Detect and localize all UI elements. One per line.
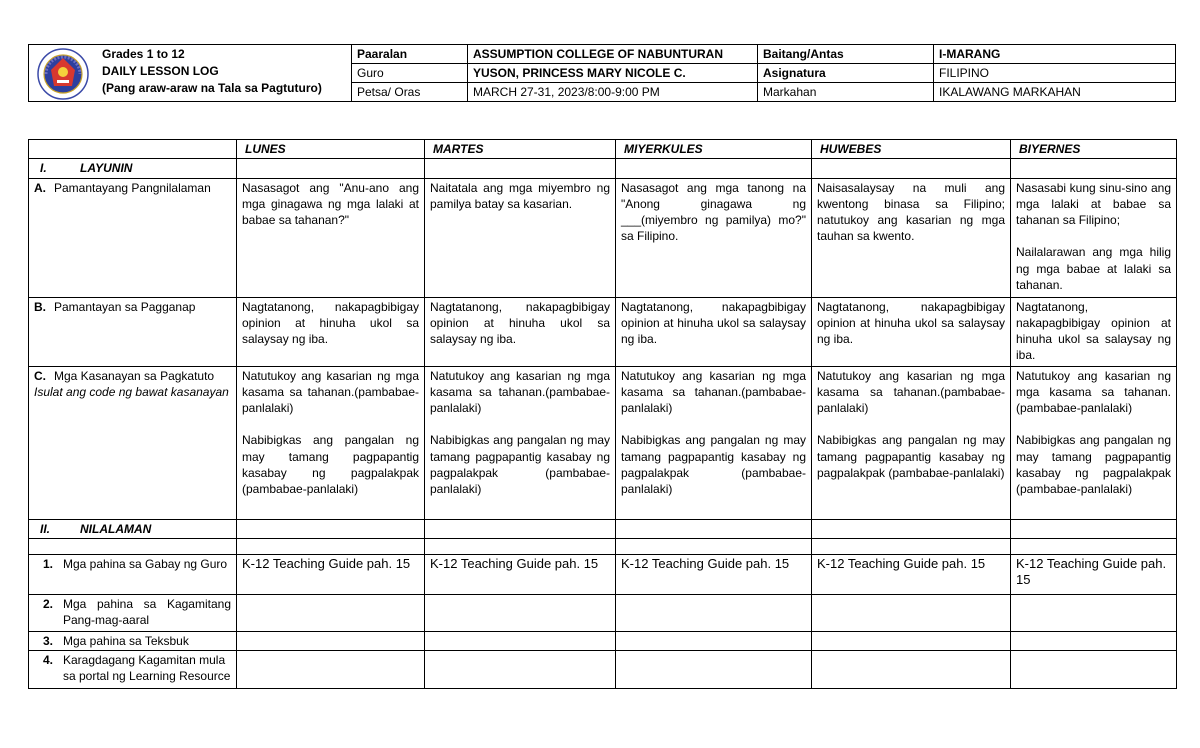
empty-cell xyxy=(616,159,812,178)
cell-b-huwebes xyxy=(812,297,1011,366)
empty-cell xyxy=(812,538,1011,554)
cell-text: Nabibigkas ang pangalan ng may tamang pagpapantig kasabay ng pagpalakpak (pambabae-panlalaki) xyxy=(430,433,610,497)
lesson-log-table xyxy=(28,139,1177,689)
row-learning-resource xyxy=(29,651,1177,689)
section-layunin-num: I. xyxy=(40,161,47,176)
section-nilalaman-row xyxy=(29,519,1177,538)
cell-a-miyerkules xyxy=(616,178,812,297)
empty-cell xyxy=(237,651,425,689)
row-teksbuk xyxy=(29,631,1177,650)
section-layunin-row xyxy=(29,159,1177,178)
cell-1-lunes: K-12 Teaching Guide pah. 15 xyxy=(237,554,425,594)
empty-cell xyxy=(812,159,1011,178)
empty-cell xyxy=(425,538,616,554)
empty-cell xyxy=(425,651,616,689)
empty-cell xyxy=(812,519,1011,538)
empty-cell xyxy=(616,631,812,650)
empty-cell xyxy=(812,631,1011,650)
cell-text: Nabibigkas ang pangalan ng may tamang pagpapantig kasabay ng pagpalakpak (pambabae-panlalaki) xyxy=(817,433,1005,481)
cell-c-lunes xyxy=(237,366,425,519)
cell-b-martes xyxy=(425,297,616,366)
empty-cell xyxy=(616,651,812,689)
title-grades: Grades 1 to 12 xyxy=(102,47,185,61)
empty-cell xyxy=(1011,594,1177,631)
row-a-letter: A. xyxy=(34,180,46,195)
cell-a-martes xyxy=(425,178,616,297)
row-kasanayan-pagkatuto xyxy=(29,366,1177,519)
cell-text: Nagtatanong, nakapagbibigay opinion at hinuha ukol sa salaysay ng iba. xyxy=(242,299,419,347)
cell-1-huwebes: K-12 Teaching Guide pah. 15 xyxy=(812,554,1011,594)
section-layunin-title: LAYUNIN xyxy=(80,161,133,176)
row-b-letter: B. xyxy=(34,299,46,314)
label-markahan: Markahan xyxy=(758,83,934,102)
row-kagamitang-mag-aaral xyxy=(29,594,1177,631)
cell-c-huwebes xyxy=(812,366,1011,519)
empty-cell xyxy=(1011,651,1177,689)
header-table xyxy=(28,44,1176,102)
cell-1-biyernes: K-12 Teaching Guide pah. 15 xyxy=(1011,554,1177,594)
empty-cell xyxy=(237,519,425,538)
empty-cell xyxy=(1011,159,1177,178)
cell-text: Natutukoy ang kasarian ng mga kasama sa tahanan.(pambabae-panlalaki) xyxy=(817,368,1005,416)
empty-cell xyxy=(616,594,812,631)
cell-b-biyernes xyxy=(1011,297,1177,366)
row-1-num: 1. xyxy=(43,556,54,571)
value-petsa: MARCH 27-31, 2023/8:00-9:00 PM xyxy=(468,83,758,102)
corner-cell xyxy=(29,140,237,159)
row-4-text: Karagdagang Kagamitan mula sa portal ng Learning Resource xyxy=(63,653,231,684)
row-2-label xyxy=(29,594,237,631)
cell-a-biyernes xyxy=(1011,178,1177,297)
row-c-sublabel: Isulat ang code ng bawat kasanayan xyxy=(34,384,229,399)
empty-cell xyxy=(237,631,425,650)
cell-text: Nasasagot ang "Anu-ano ang mga ginagawa ng mga lalaki at babae sa tahanan?" xyxy=(242,180,419,228)
section-nilalaman-title: NILALAMAN xyxy=(80,521,152,536)
empty-cell xyxy=(425,519,616,538)
cell-text: Nagtatanong, nakapagbibigay opinion at hinuha ukol sa salaysay ng iba. xyxy=(1016,299,1171,363)
empty-cell xyxy=(237,538,425,554)
value-paaralan: ASSUMPTION COLLEGE OF NABUNTURAN xyxy=(468,45,758,64)
cell-c-biyernes xyxy=(1011,366,1177,519)
cell-text: Naisasalaysay na muli ang kwentong binasa sa Filipino; natutukoy ang kasarian ng mga tauhan sa kwento. xyxy=(817,180,1005,244)
cell-text: Nasasabi kung sinu-sino ang mga lalaki at babae sa tahanan sa Filipino; xyxy=(1016,180,1171,228)
row-4-num: 4. xyxy=(43,653,54,668)
empty-cell xyxy=(616,519,812,538)
cell-text: Nabibigkas ang pangalan ng may tamang pagpapantig kasabay ng pagpalakpak (pambabae-panlalaki) xyxy=(242,433,419,497)
cell-b-miyerkules xyxy=(616,297,812,366)
row-3-text: Mga pahina sa Teksbuk xyxy=(63,633,189,648)
cell-text: Nabibigkas ang pangalan ng may tamang pagpapantig kasabay ng pagpalakpak (pambabae-panlalaki) xyxy=(1016,433,1171,497)
row-3-num: 3. xyxy=(43,633,54,648)
row-4-label xyxy=(29,651,237,689)
cell-text: Nasasagot ang mga tanong na "Anong ginagawa ng ___(miyembro ng pamilya) mo?" sa Filipino. xyxy=(621,180,806,244)
deped-seal-icon xyxy=(37,48,89,100)
cell-text: Natutukoy ang kasarian ng mga kasama sa tahanan.(pambabae-panlalaki) xyxy=(242,368,419,416)
value-markahan: IKALAWANG MARKAHAN xyxy=(934,83,1176,102)
row-1-label xyxy=(29,554,237,594)
cell-c-miyerkules xyxy=(616,366,812,519)
row-b-label xyxy=(29,297,237,366)
day-miyerkules: MIYERKULES xyxy=(616,140,812,159)
empty-cell xyxy=(425,594,616,631)
cell-text: Nagtatanong, nakapagbibigay opinion at hinuha ukol sa salaysay ng iba. xyxy=(430,299,610,347)
row-a-text: Pamantayang Pangnilalaman xyxy=(54,180,211,195)
row-2-num: 2. xyxy=(43,596,54,611)
cell-a-huwebes xyxy=(812,178,1011,297)
cell-c-martes xyxy=(425,366,616,519)
label-petsa: Petsa/ Oras xyxy=(352,83,468,102)
empty-cell xyxy=(237,159,425,178)
empty-cell xyxy=(1011,631,1177,650)
row-b-text: Pamantayan sa Pagganap xyxy=(54,299,196,314)
header-title-cell xyxy=(29,45,352,102)
section-layunin xyxy=(29,159,237,178)
cell-text: Nabibigkas ang pangalan ng may tamang pagpapantig kasabay ng pagpalakpak (pambabae-panlalaki) xyxy=(621,433,806,497)
empty-cell xyxy=(425,159,616,178)
row-pamantayang-pangnilalaman xyxy=(29,178,1177,297)
label-baitang: Baitang/Antas xyxy=(758,45,934,64)
cell-text: Nagtatanong, nakapagbibigay opinion at hinuha ukol sa salaysay ng iba. xyxy=(817,299,1005,347)
empty-cell xyxy=(616,538,812,554)
cell-text: Naitatala ang mga miyembro ng pamilya batay sa kasarian. xyxy=(430,180,610,211)
day-martes: MARTES xyxy=(425,140,616,159)
cell-b-lunes xyxy=(237,297,425,366)
row-a-label xyxy=(29,178,237,297)
row-2-text: Mga pahina sa Kagamitang Pang-mag-aaral xyxy=(63,596,231,628)
label-asignatura: Asignatura xyxy=(758,64,934,83)
cell-text: Nagtatanong, nakapagbibigay opinion at hinuha ukol sa salaysay ng iba. xyxy=(621,299,806,347)
empty-cell xyxy=(1011,519,1177,538)
day-huwebes: HUWEBES xyxy=(812,140,1011,159)
cell-text: Natutukoy ang kasarian ng mga kasama sa tahanan.(pambabae-panlalaki) xyxy=(430,368,610,416)
label-guro: Guro xyxy=(352,64,468,83)
cell-text: Natutukoy ang kasarian ng mga kasama sa tahanan.(pambabae-panlalaki) xyxy=(1016,368,1171,416)
row-1-text: Mga pahina sa Gabay ng Guro xyxy=(63,556,228,571)
value-baitang: I-MARANG xyxy=(934,45,1176,64)
empty-cell xyxy=(812,651,1011,689)
empty-cell xyxy=(237,594,425,631)
row-c-letter: C. xyxy=(34,368,46,383)
day-lunes: LUNES xyxy=(237,140,425,159)
cell-text: Natutukoy ang kasarian ng mga kasama sa tahanan.(pambabae-panlalaki) xyxy=(621,368,806,416)
day-header-row xyxy=(29,140,1177,159)
title-subtitle: (Pang araw-araw na Tala sa Pagtuturo) xyxy=(102,81,322,95)
section-nilalaman xyxy=(29,519,237,538)
empty-cell xyxy=(29,538,237,554)
empty-cell xyxy=(812,594,1011,631)
empty-cell xyxy=(1011,538,1177,554)
cell-a-lunes xyxy=(237,178,425,297)
row-c-text: Mga Kasanayan sa Pagkatuto xyxy=(54,368,215,383)
title-dll: DAILY LESSON LOG xyxy=(102,64,219,78)
row-3-label xyxy=(29,631,237,650)
cell-text: Nailalarawan ang mga hilig ng mga babae at lalaki sa tahanan. xyxy=(1016,245,1171,293)
value-asignatura: FILIPINO xyxy=(934,64,1176,83)
row-gabay-ng-guro xyxy=(29,554,1177,594)
section-nilalaman-num: II. xyxy=(40,521,51,536)
day-biyernes: BIYERNES xyxy=(1011,140,1177,159)
row-c-label xyxy=(29,366,237,519)
row-pamantayan-pagganap xyxy=(29,297,1177,366)
cell-1-martes: K-12 Teaching Guide pah. 15 xyxy=(425,554,616,594)
spacer-row xyxy=(29,538,1177,554)
label-paaralan: Paaralan xyxy=(352,45,468,64)
cell-1-miyerkules: K-12 Teaching Guide pah. 15 xyxy=(616,554,812,594)
empty-cell xyxy=(425,631,616,650)
value-guro: YUSON, PRINCESS MARY NICOLE C. xyxy=(468,64,758,83)
